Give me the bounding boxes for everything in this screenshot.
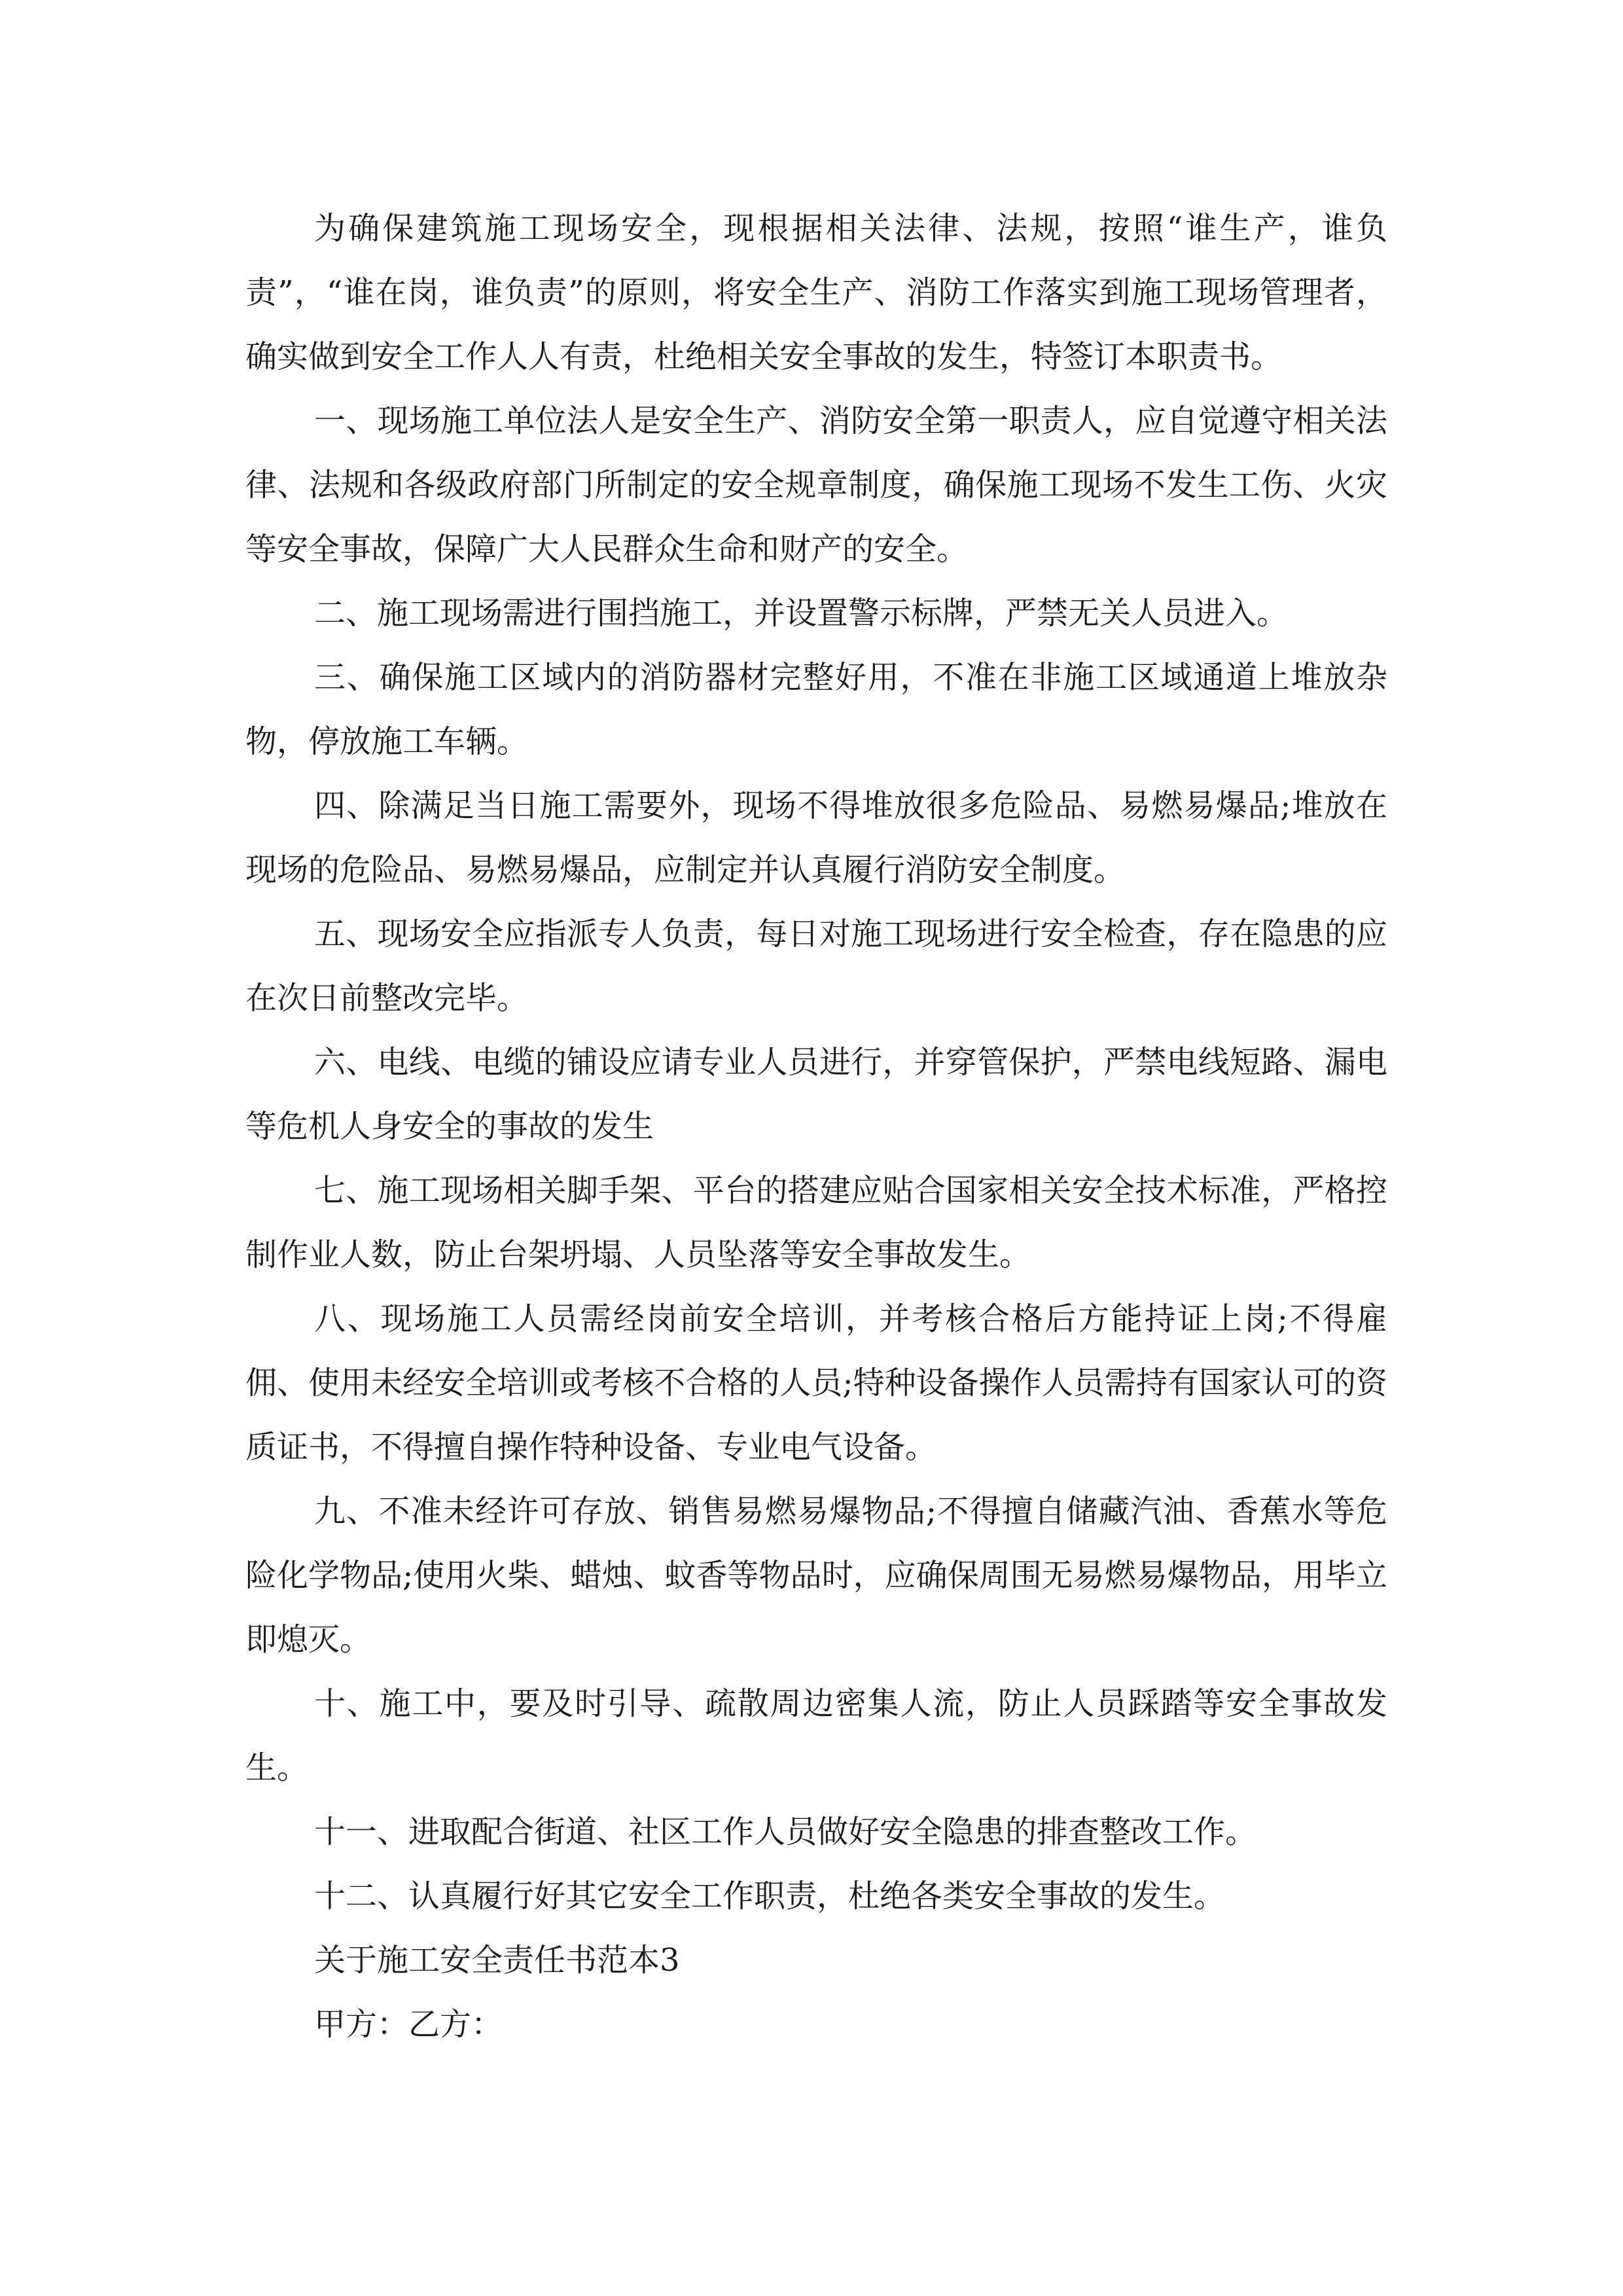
paragraph-clause-7: 七、施工现场相关脚手架、平台的搭建应贴合国家相关安全技术标准，严格控制作业人数，防止台架坍塌、人员坠落等安全事故发生。: [245, 1172, 1387, 1273]
paragraph-clause-2: 二、施工现场需进行围挡施工，并设置警示标牌，严禁无关人员进入。: [314, 595, 1289, 632]
paragraph-clause-8: 八、现场施工人员需经岗前安全培训，并考核合格后方能持证上岗;不得雇佣、使用未经安全培训或考核不合格的人员;特种设备操作人员需持有国家认可的资质证书，不得擅自操作特种设备、专业电气设备。: [245, 1300, 1387, 1465]
paragraph-clause-6: 六、电线、电缆的铺设应请专业人员进行，并穿管保护，严禁电线短路、漏电等危机人身安全的事故的发生: [245, 1044, 1387, 1145]
paragraph-clause-11: 十一、进取配合街道、社区工作人员做好安全隐患的排查整改工作。: [314, 1814, 1257, 1850]
paragraph-clause-5: 五、现场安全应指派专人负责，每日对施工现场进行安全检查，存在隐患的应在次日前整改完毕。: [245, 916, 1387, 1016]
paragraph-clause-10: 十、施工中，要及时引导、疏散周边密集人流，防止人员踩踏等安全事故发生。: [245, 1685, 1387, 1786]
paragraph-clause-1: 一、现场施工单位法人是安全生产、消防安全第一职责人，应自觉遵守相关法律、法规和各级政府部门所制定的安全规章制度，确保施工现场不发生工伤、火灾等安全事故，保障广大人民群众生命和财产的安全。: [245, 403, 1387, 567]
paragraph-clause-9: 九、不准未经许可存放、销售易燃易爆物品;不得擅自储藏汽油、香蕉水等危险化学物品;使用火柴、蜡烛、蚊香等物品时，应确保周围无易燃易爆物品，用毕立即熄灭。: [245, 1493, 1387, 1658]
paragraph-clause-3: 三、确保施工区域内的消防器材完整好用，不准在非施工区域通道上堆放杂物，停放施工车辆。: [245, 659, 1387, 760]
section-title: 关于施工安全责任书范本3: [314, 1942, 680, 1979]
paragraph-clause-12: 十二、认真履行好其它安全工作职责，杜绝各类安全事故的发生。: [314, 1878, 1226, 1914]
parties-line: 甲方：乙方：: [314, 2006, 503, 2043]
document-body: [245, 196, 1387, 2056]
paragraph-clause-4: 四、除满足当日施工需要外，现场不得堆放很多危险品、易燃易爆品;堆放在现场的危险品、易燃易爆品，应制定并认真履行消防安全制度。: [245, 787, 1387, 888]
paragraph-intro: 为确保建筑施工现场安全，现根据相关法律、法规，按照“谁生产，谁负责”，“谁在岗，谁负责”的原则，将安全生产、消防工作落实到施工现场管理者，确实做到安全工作人人有责，杜绝相关安全事故的发生，特签订本职责书。: [245, 210, 1387, 375]
